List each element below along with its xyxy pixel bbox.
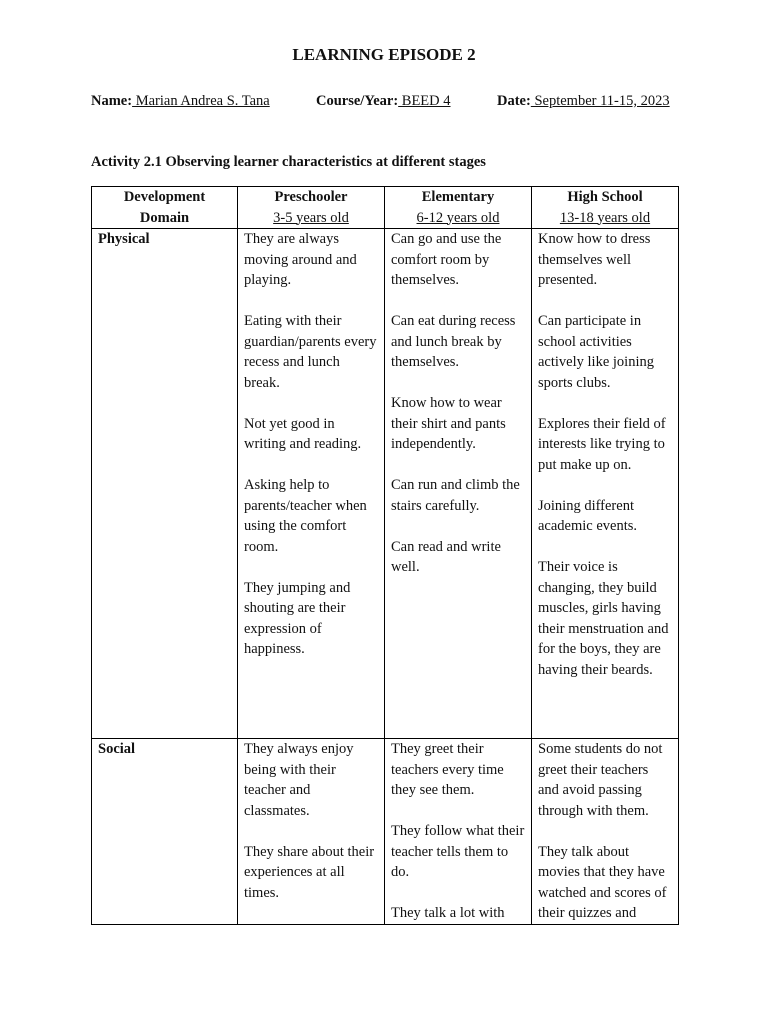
date-label: Date: xyxy=(497,93,531,109)
domain-social: Social xyxy=(92,739,238,925)
header-elementary: Elementary 6-12 years old xyxy=(385,187,532,229)
name-value: Marian Andrea S. Tana xyxy=(132,93,270,109)
course-value: BEED 4 xyxy=(398,93,451,109)
learner-characteristics-table xyxy=(91,186,679,925)
activity-title: Activity 2.1 Observing learner characteristics at different stages xyxy=(91,154,486,170)
domain-physical: Physical xyxy=(92,229,238,739)
header-high-school: High School 13-18 years old xyxy=(532,187,679,229)
header-development-domain: Development Domain xyxy=(92,187,238,229)
social-preschooler-cell: They always enjoy being with their teacher and classmates. They share about their experiences at all times. xyxy=(238,739,385,925)
social-elementary-cell: They greet their teachers every time they see them. They follow what their teacher tells them to do. They talk a lot with xyxy=(385,739,532,925)
date-field xyxy=(497,93,670,110)
social-highschool-cell: Some students do not greet their teachers and avoid passing through with them. They talk about movies that they have watched and scores of their quizzes and xyxy=(532,739,679,925)
table-header-row xyxy=(92,187,679,229)
date-value: September 11-15, 2023 xyxy=(530,93,670,109)
header-preschooler: Preschooler 3-5 years old xyxy=(238,187,385,229)
physical-elementary-cell: Can go and use the comfort room by themselves. Can eat during recess and lunch break by themselves. Know how to wear their shirt and pants independently. Can run and climb the stairs carefully. Can read and write well. xyxy=(385,229,532,739)
name-field xyxy=(91,93,270,110)
physical-highschool-cell: Know how to dress themselves well presented. Can participate in school activities actively like joining sports clubs. Explores their field of interests like trying to put make up on. Joining different academic events. Their voice is changing, they build muscles, girls having their menstruation and for the boys, they are having their beards. xyxy=(532,229,679,739)
table-row-physical xyxy=(92,229,679,739)
course-year-field xyxy=(316,93,451,110)
physical-preschooler-cell: They are always moving around and playing. Eating with their guardian/parents every recess and lunch break. Not yet good in writing and reading. Asking help to parents/teacher when using the comfort room. They jumping and shouting are their expression of happiness. xyxy=(238,229,385,739)
page-title: LEARNING EPISODE 2 xyxy=(292,45,476,64)
name-label: Name: xyxy=(91,93,133,109)
course-label: Course/Year: xyxy=(316,93,399,109)
table-row-social xyxy=(92,739,679,925)
